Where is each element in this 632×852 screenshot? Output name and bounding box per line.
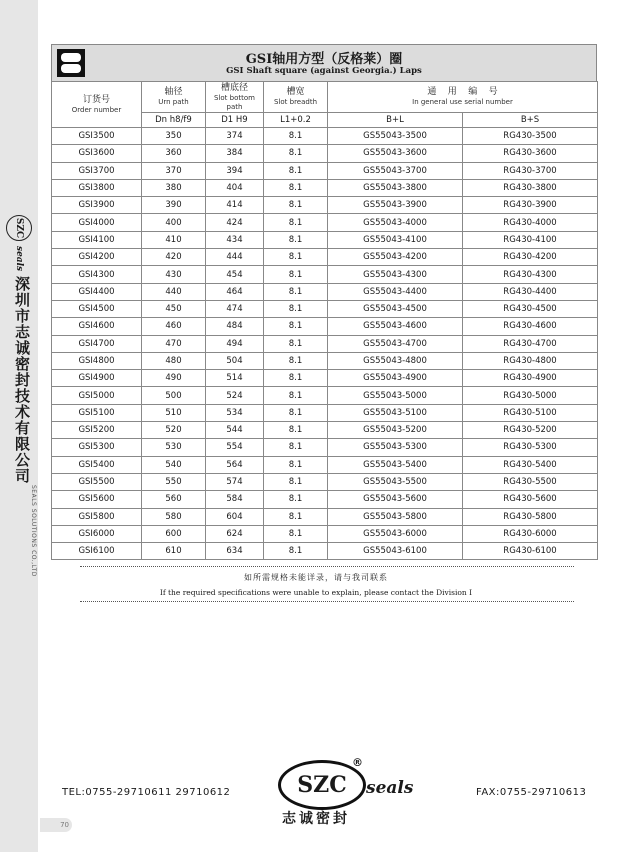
table-title-en: GSI Shaft square (against Georgia.) Laps [226,66,422,76]
cell-order: GSI5300 [52,439,142,456]
cell-l1: 8.1 [264,439,328,456]
footer-fax: FAX:0755-29710613 [476,787,587,798]
cell-order: GSI4700 [52,335,142,352]
footer-logo-seals: seals [366,778,414,798]
cell-d1: 454 [206,266,264,283]
note-en: If the required specifications were unable to explain, please contact the Division I [159,588,473,597]
cell-l1: 8.1 [264,404,328,421]
cell-bs: RG430-4700 [463,335,598,352]
cell-d1: 394 [206,162,264,179]
header-breadth-en: Slot breadth [273,98,318,106]
cell-d1: 624 [206,525,264,542]
cell-l1: 8.1 [264,508,328,525]
cell-d1: 634 [206,543,264,560]
cell-d1: 564 [206,456,264,473]
cell-d1: 574 [206,473,264,490]
cell-bs: RG430-4900 [463,370,598,387]
cell-bs: RG430-5600 [463,491,598,508]
cell-order: GSI4100 [52,231,142,248]
cell-l1: 8.1 [264,491,328,508]
cell-bl: GS55043-4400 [328,283,463,300]
header-bottom-en: Slot bottom path [214,93,255,111]
cell-d1: 534 [206,404,264,421]
table-row [52,404,598,421]
cell-bl: GS55043-5300 [328,439,463,456]
cell-l1: 8.1 [264,128,328,145]
cell-d1: 424 [206,214,264,231]
table-row [52,249,598,266]
cell-l1: 8.1 [264,266,328,283]
header-bottom [206,82,264,113]
table-row [52,352,598,369]
cell-d1: 404 [206,179,264,196]
cell-dn: 450 [142,300,206,317]
note-cn: 如所需规格未能详录，请与我司联系 [244,573,388,582]
cell-dn: 430 [142,266,206,283]
cell-d1: 524 [206,387,264,404]
cell-bs: RG430-5100 [463,404,598,421]
cell-l1: 8.1 [264,473,328,490]
footer-logo-cn: 志诚密封 [282,811,350,827]
table-title-cn: GSI轴用方型（反格莱）圈 [245,52,403,67]
cell-bl: GS55043-4700 [328,335,463,352]
cell-dn: 350 [142,128,206,145]
cell-bl: GS55043-4900 [328,370,463,387]
note-bottom-divider [80,601,574,602]
cell-bs: RG430-4500 [463,300,598,317]
header-serial-en: In general use serial number [412,98,513,106]
cell-bl: GS55043-4100 [328,231,463,248]
table-row [52,266,598,283]
cell-l1: 8.1 [264,370,328,387]
cell-d1: 584 [206,491,264,508]
cell-bl: GS55043-4500 [328,300,463,317]
table-title-bar [51,44,597,81]
cell-order: GSI5500 [52,473,142,490]
cell-d1: 514 [206,370,264,387]
cell-bs: RG430-5800 [463,508,598,525]
cell-d1: 504 [206,352,264,369]
table-row [52,335,598,352]
cell-d1: 464 [206,283,264,300]
cell-order: GSI5800 [52,508,142,525]
note-top-divider [80,566,574,567]
header-breadth [264,82,328,113]
table-row [52,491,598,508]
cell-bl: GS55043-6000 [328,525,463,542]
cell-order: GSI5000 [52,387,142,404]
cell-bl: GS55043-5500 [328,473,463,490]
cell-bs: RG430-4100 [463,231,598,248]
cell-l1: 8.1 [264,145,328,162]
cell-dn: 490 [142,370,206,387]
header-bottom-cn: 槽底径 [220,82,248,93]
cell-order: GSI5100 [52,404,142,421]
subheader-serial-bl: B+L [328,113,463,128]
sidebar-company-cn: 深圳市志诚密封技术有限公司 [13,276,31,484]
header-serial [328,82,598,113]
cell-dn: 550 [142,473,206,490]
cell-bs: RG430-3800 [463,179,598,196]
cell-order: GSI3600 [52,145,142,162]
cell-bs: RG430-4300 [463,266,598,283]
cell-bs: RG430-5500 [463,473,598,490]
table-row [52,283,598,300]
cell-dn: 400 [142,214,206,231]
cell-bl: GS55043-5000 [328,387,463,404]
cell-dn: 580 [142,508,206,525]
cell-l1: 8.1 [264,318,328,335]
cell-dn: 600 [142,525,206,542]
cell-bs: RG430-6000 [463,525,598,542]
sidebar-company-en: SEALS SOLUTIONS CO.,LTD [30,485,37,577]
cell-bl: GS55043-3800 [328,179,463,196]
cell-bs: RG430-3900 [463,197,598,214]
cell-l1: 8.1 [264,231,328,248]
cell-l1: 8.1 [264,352,328,369]
page-number: 70 [40,818,72,832]
cell-dn: 410 [142,231,206,248]
table-row [52,387,598,404]
subheader-breadth-unit: L1+0.2 [264,113,328,128]
table-row [52,525,598,542]
cell-l1: 8.1 [264,525,328,542]
cell-l1: 8.1 [264,214,328,231]
footer-logo-reg: ® [352,756,363,769]
cell-dn: 520 [142,422,206,439]
cell-d1: 434 [206,231,264,248]
cell-bl: GS55043-3500 [328,128,463,145]
header-order-cn: 订货号 [82,94,110,105]
table-row [52,543,598,560]
sidebar-logo [6,210,32,244]
cell-order: GSI4000 [52,214,142,231]
table-row [52,214,598,231]
header-serial-cn: 通 用 编 号 [427,87,498,97]
cell-l1: 8.1 [264,422,328,439]
cell-dn: 380 [142,179,206,196]
cell-l1: 8.1 [264,335,328,352]
cell-bl: GS55043-5200 [328,422,463,439]
header-order [52,82,142,128]
cell-bs: RG430-5200 [463,422,598,439]
cell-bl: GS55043-4800 [328,352,463,369]
cell-order: GSI4200 [52,249,142,266]
footer-logo-text: SZC [278,760,366,810]
sidebar-seals-text: seals [14,246,24,272]
cell-bl: GS55043-4000 [328,214,463,231]
cell-d1: 494 [206,335,264,352]
cell-dn: 530 [142,439,206,456]
spec-table [51,81,598,560]
cell-order: GSI4900 [52,370,142,387]
cell-bl: GS55043-3700 [328,162,463,179]
cell-bl: GS55043-5600 [328,491,463,508]
cell-l1: 8.1 [264,179,328,196]
cell-l1: 8.1 [264,543,328,560]
table-row [52,197,598,214]
table-row [52,231,598,248]
cell-dn: 370 [142,162,206,179]
cell-d1: 444 [206,249,264,266]
cell-bs: RG430-3500 [463,128,598,145]
cell-order: GSI3900 [52,197,142,214]
cell-dn: 440 [142,283,206,300]
footer-logo [278,756,418,830]
table-row [52,422,598,439]
header-shaft-en: Urn path [158,98,189,106]
table-row [52,300,598,317]
table-row [52,473,598,490]
cell-order: GSI4600 [52,318,142,335]
table-row [52,145,598,162]
footer-tel: TEL:0755-29710611 29710612 [62,787,231,798]
cell-order: GSI4400 [52,283,142,300]
cell-bs: RG430-6100 [463,543,598,560]
cell-bl: GS55043-5100 [328,404,463,421]
cell-dn: 470 [142,335,206,352]
subheader-shaft-unit: Dn h8/f9 [142,113,206,128]
cell-order: GSI5200 [52,422,142,439]
table-row [52,128,598,145]
cell-dn: 560 [142,491,206,508]
cell-order: GSI3800 [52,179,142,196]
cell-bl: GS55043-5400 [328,456,463,473]
cell-order: GSI5600 [52,491,142,508]
cell-dn: 500 [142,387,206,404]
cell-bl: GS55043-3900 [328,197,463,214]
cell-d1: 544 [206,422,264,439]
cell-d1: 554 [206,439,264,456]
cell-bs: RG430-3700 [463,162,598,179]
cell-bs: RG430-4000 [463,214,598,231]
subheader-bottom-unit: D1 H9 [206,113,264,128]
table-row [52,439,598,456]
table-row [52,318,598,335]
cell-bs: RG430-4400 [463,283,598,300]
table-row [52,370,598,387]
cell-dn: 540 [142,456,206,473]
cell-l1: 8.1 [264,456,328,473]
cell-dn: 510 [142,404,206,421]
cell-d1: 604 [206,508,264,525]
cell-order: GSI4800 [52,352,142,369]
table-row [52,179,598,196]
cell-order: GSI4500 [52,300,142,317]
cell-bs: RG430-5300 [463,439,598,456]
cell-l1: 8.1 [264,283,328,300]
cell-d1: 384 [206,145,264,162]
cell-bl: GS55043-4200 [328,249,463,266]
cell-dn: 360 [142,145,206,162]
cell-bl: GS55043-5800 [328,508,463,525]
cell-bs: RG430-4800 [463,352,598,369]
cell-dn: 460 [142,318,206,335]
cell-order: GSI3500 [52,128,142,145]
header-row [52,82,598,113]
cell-bl: GS55043-4600 [328,318,463,335]
cell-order: GSI4300 [52,266,142,283]
cell-d1: 414 [206,197,264,214]
cell-d1: 374 [206,128,264,145]
cell-dn: 610 [142,543,206,560]
cell-dn: 480 [142,352,206,369]
cell-bl: GS55043-4300 [328,266,463,283]
header-shaft [142,82,206,113]
cell-order: GSI6100 [52,543,142,560]
cell-order: GSI5400 [52,456,142,473]
left-sidebar [0,0,38,852]
cell-d1: 484 [206,318,264,335]
cell-bl: GS55043-3600 [328,145,463,162]
cell-d1: 474 [206,300,264,317]
spec-table-wrapper [51,44,597,560]
table-row [52,508,598,525]
header-order-en: Order number [71,105,122,114]
sidebar-logo-text: SZC [6,215,32,241]
cell-order: GSI6000 [52,525,142,542]
cell-bs: RG430-4600 [463,318,598,335]
cell-bs: RG430-5400 [463,456,598,473]
cell-l1: 8.1 [264,162,328,179]
cell-bs: RG430-5000 [463,387,598,404]
subheader-serial-bs: B+S [463,113,598,128]
cell-l1: 8.1 [264,387,328,404]
cell-bs: RG430-3600 [463,145,598,162]
cell-l1: 8.1 [264,300,328,317]
header-shaft-cn: 轴径 [164,87,183,97]
cell-dn: 390 [142,197,206,214]
table-row [52,162,598,179]
cell-order: GSI3700 [52,162,142,179]
cell-l1: 8.1 [264,197,328,214]
cell-bl: GS55043-6100 [328,543,463,560]
table-row [52,456,598,473]
cell-l1: 8.1 [264,249,328,266]
header-breadth-cn: 槽宽 [286,87,305,97]
cell-dn: 420 [142,249,206,266]
cell-bs: RG430-4200 [463,249,598,266]
